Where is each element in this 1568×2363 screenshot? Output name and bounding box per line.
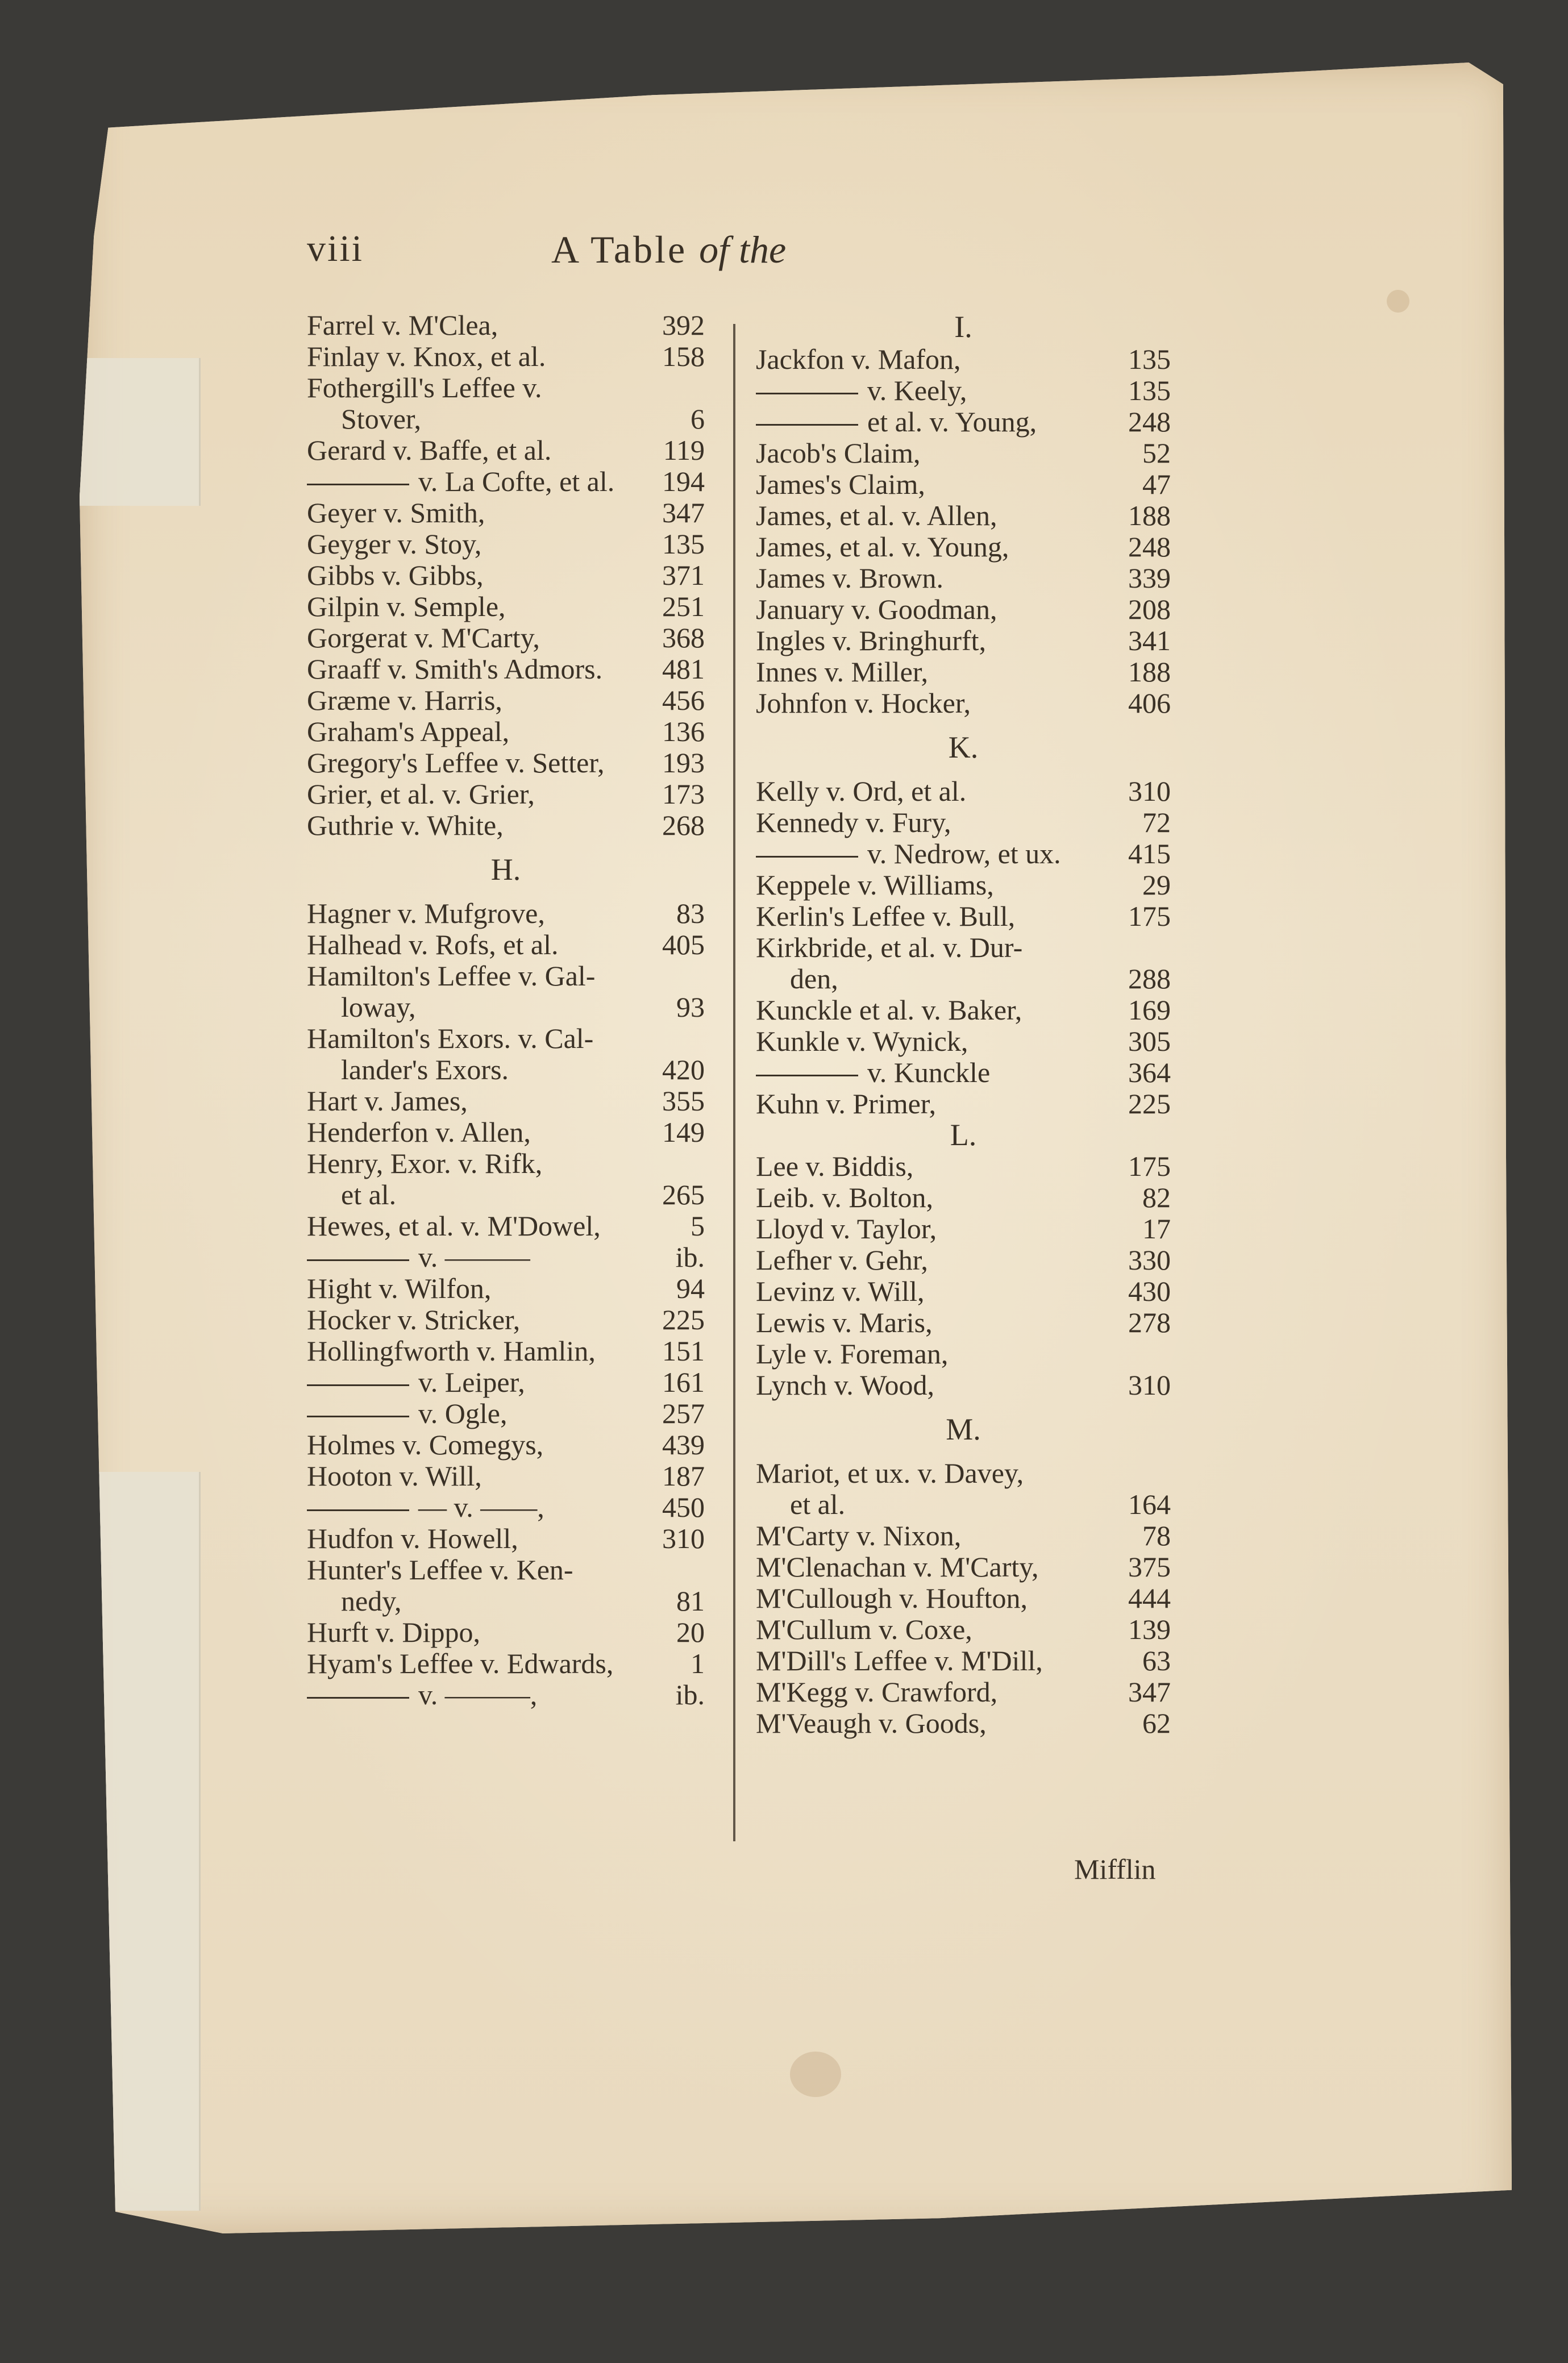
page-title: A Table of the (551, 228, 787, 271)
entry-text: Keppele v. Williams, (756, 869, 994, 901)
ditto-dash (307, 1384, 409, 1386)
page-number: 450 (662, 1491, 705, 1523)
page-number: 310 (1128, 1369, 1171, 1401)
entry-text: Mariot, et ux. v. Davey, (756, 1457, 1024, 1489)
right-column (756, 310, 1171, 1739)
entry-text: Lyle v. Foreman, (756, 1338, 949, 1370)
index-entry (756, 1245, 1171, 1276)
entry-text: Grier, et al. v. Grier, (307, 778, 535, 810)
page-number: 225 (662, 1304, 705, 1336)
running-header (0, 227, 1568, 296)
entry-text: Henderfon v. Allen, (307, 1116, 531, 1148)
page-number: 175 (1128, 1150, 1171, 1182)
entry-text: Levinz v. Will, (756, 1275, 925, 1307)
entry-text: Jacob's Claim, (756, 437, 921, 469)
index-entry (756, 1458, 1171, 1489)
page-number: 406 (1128, 687, 1171, 719)
index-entry (307, 372, 705, 403)
entry-text: Lefher v. Gehr, (756, 1244, 928, 1276)
ditto-dash (307, 484, 409, 485)
index-entry (307, 1054, 705, 1085)
index-entry (307, 1461, 705, 1492)
page-number: 161 (662, 1366, 705, 1398)
index-entry (307, 1586, 705, 1617)
entry-text: Lewis v. Maris, (756, 1307, 933, 1338)
page-number: 94 (676, 1272, 705, 1304)
page-number: 310 (662, 1522, 705, 1554)
page-number: 29 (1142, 869, 1171, 901)
index-entry (307, 1273, 705, 1304)
index-entry (307, 591, 705, 622)
index-entry (307, 1210, 705, 1242)
entry-text: Johnfon v. Hocker, (756, 687, 971, 719)
entry-text: M'Dill's Leffee v. M'Dill, (756, 1645, 1043, 1676)
index-entry (756, 688, 1171, 719)
page-number: 78 (1142, 1520, 1171, 1551)
section-heading-m: M. (946, 1412, 981, 1446)
page-number: 355 (662, 1085, 705, 1117)
entry-text: Graham's Appeal, (307, 715, 510, 747)
ditto-dash (756, 424, 858, 426)
entry-text: James, et al. v. Young, (756, 531, 1009, 563)
page-number: 82 (1142, 1182, 1171, 1213)
page-number: 208 (1128, 593, 1171, 625)
entry-text: Hunter's Leffee v. Ken- (307, 1554, 573, 1586)
entry-text: Græme v. Harris, (307, 684, 502, 716)
page-number: 392 (662, 309, 705, 341)
index-entry (756, 1676, 1171, 1708)
entry-text: Lynch v. Wood, (756, 1369, 935, 1401)
page-number: 439 (662, 1429, 705, 1461)
entry-text: Guthrie v. White, (307, 809, 504, 841)
entry-text: et al. (341, 1179, 397, 1210)
entry-text: Graaff v. Smith's Admors. (307, 653, 603, 685)
index-entry (307, 1523, 705, 1554)
entry-text: v. Keely, (756, 375, 967, 406)
folio: viii (307, 228, 364, 269)
page-number: 364 (1128, 1056, 1171, 1088)
entry-text: Stover, (341, 403, 422, 435)
entry-text: Hight v. Wilfon, (307, 1272, 492, 1304)
entry-text: et al. (790, 1488, 846, 1520)
entry-text: v. Kunckle (756, 1057, 990, 1088)
page-number: 268 (662, 809, 705, 841)
page-number: 47 (1142, 468, 1171, 500)
entry-text: Henry, Exor. v. Rifk, (307, 1147, 543, 1179)
index-entry (307, 1492, 705, 1523)
entry-text: Hamilton's Exors. v. Cal- (307, 1022, 594, 1054)
entry-text: den, (790, 963, 838, 995)
index-entry (307, 1304, 705, 1336)
index-entry (756, 344, 1171, 375)
entry-text: Fothergill's Leffee v. (307, 372, 542, 403)
index-entry (756, 838, 1171, 870)
page-number: 62 (1142, 1707, 1171, 1739)
index-entry (756, 776, 1171, 807)
page-number: 72 (1142, 806, 1171, 838)
index-entry (756, 1551, 1171, 1583)
index-entry (756, 531, 1171, 563)
index-entry (307, 1242, 705, 1273)
entry-text: M'Kegg v. Crawford, (756, 1676, 998, 1708)
index-entry (756, 1645, 1171, 1676)
page-number: 93 (676, 991, 705, 1023)
index-entry (756, 469, 1171, 500)
page-number: 225 (1128, 1088, 1171, 1120)
index-entry (756, 1520, 1171, 1551)
section-heading-i: I. (954, 310, 972, 344)
page-number: ib. (675, 1679, 705, 1711)
index-entry (756, 1182, 1171, 1213)
entry-text: v. Ogle, (307, 1398, 507, 1429)
entry-text: Kunckle et al. v. Baker, (756, 994, 1022, 1026)
page-number: 164 (1128, 1488, 1171, 1520)
ditto-dash (756, 1075, 858, 1076)
index-entry (307, 1336, 705, 1367)
section-heading-h: H. (490, 852, 521, 887)
index-entry (756, 563, 1171, 594)
index-entry (307, 310, 705, 341)
page-number: 1 (691, 1648, 705, 1679)
entry-text: v. Leiper, (307, 1367, 525, 1398)
section-heading-k: K. (948, 730, 979, 764)
entry-text: Lee v. Biddis, (756, 1150, 914, 1182)
entry-text: Geyger v. Stoy, (307, 528, 482, 560)
entry-text: Kirkbride, et al. v. Dur- (756, 931, 1023, 963)
page-number: 444 (1128, 1582, 1171, 1614)
page-number: 405 (662, 929, 705, 960)
index-entry (756, 500, 1171, 531)
entry-text: v. ———, (307, 1679, 537, 1711)
index-entry (307, 654, 705, 685)
page-number: 169 (1128, 994, 1171, 1026)
column-rule (733, 324, 735, 1841)
index-entry (756, 1708, 1171, 1739)
index-entry (307, 466, 705, 497)
entry-text: Ingles v. Bringhurft, (756, 625, 987, 656)
entry-text: Finlay v. Knox, et al. (307, 340, 546, 372)
entry-text: James's Claim, (756, 468, 925, 500)
index-entry (756, 1583, 1171, 1614)
entry-text: v. La Cofte, et al. (307, 466, 614, 497)
page-number: 420 (662, 1054, 705, 1085)
entry-text: Kennedy v. Fury, (756, 806, 951, 838)
page-number: 139 (1128, 1613, 1171, 1645)
entry-text: Halhead v. Rofs, et al. (307, 929, 559, 960)
page-number: 278 (1128, 1307, 1171, 1338)
page-number: 17 (1142, 1213, 1171, 1245)
index-entry (307, 779, 705, 810)
page-number: 310 (1128, 775, 1171, 807)
index-entry (756, 901, 1171, 932)
index-entry (756, 1088, 1171, 1120)
index-entry (756, 1338, 1171, 1370)
page-number: 265 (662, 1179, 705, 1210)
index-entry (756, 594, 1171, 625)
index-entry (756, 1057, 1171, 1088)
entry-text: Hagner v. Mufgrove, (307, 897, 545, 929)
entry-text: Jackfon v. Mafon, (756, 343, 961, 375)
index-entry (756, 1614, 1171, 1645)
page-number: 305 (1128, 1025, 1171, 1057)
entry-text: Farrel v. M'Clea, (307, 309, 498, 341)
page-number: 6 (691, 403, 705, 435)
left-column (307, 310, 705, 1711)
entry-text: Gregory's Leffee v. Setter, (307, 747, 605, 779)
entry-text: Geyer v. Smith, (307, 497, 485, 529)
entry-text: Hollingfworth v. Hamlin, (307, 1335, 596, 1367)
index-entry (307, 716, 705, 747)
index-entry (307, 403, 705, 435)
index-entry (756, 932, 1171, 963)
page-number: 193 (662, 747, 705, 779)
index-entry (307, 1679, 705, 1711)
section-heading-l: L. (950, 1118, 977, 1152)
entry-text: Lloyd v. Taylor, (756, 1213, 937, 1245)
entry-text: Hamilton's Leffee v. Gal- (307, 960, 596, 992)
entry-text: Holmes v. Comegys, (307, 1429, 544, 1461)
page-number: 430 (1128, 1275, 1171, 1307)
page-number: 368 (662, 622, 705, 654)
page-number: ib. (675, 1241, 705, 1273)
page-number: 251 (662, 590, 705, 622)
entry-text: nedy, (341, 1585, 402, 1617)
index-entry (307, 685, 705, 716)
page-number: 188 (1128, 656, 1171, 688)
index-entry (307, 497, 705, 529)
page-number: 371 (662, 559, 705, 591)
entry-text: Hurft v. Dippo, (307, 1616, 481, 1648)
entry-text: Hewes, et al. v. M'Dowel, (307, 1210, 601, 1242)
page-number: 81 (676, 1585, 705, 1617)
index-entry (307, 992, 705, 1023)
index-entry (307, 622, 705, 654)
index-entry (307, 898, 705, 929)
index-entry (307, 810, 705, 841)
entry-text: James, et al. v. Allen, (756, 500, 997, 531)
entry-text: M'Carty v. Nixon, (756, 1520, 962, 1551)
entry-text: M'Cullum v. Coxe, (756, 1613, 972, 1645)
index-entry (756, 995, 1171, 1026)
page-number: 83 (676, 897, 705, 929)
index-entry (756, 438, 1171, 469)
ditto-dash (307, 1509, 409, 1511)
entry-text: Innes v. Miller, (756, 656, 929, 688)
index-entry (756, 406, 1171, 438)
page-number: 135 (662, 528, 705, 560)
entry-text: M'Cullough v. Houfton, (756, 1582, 1028, 1614)
index-entry (756, 1276, 1171, 1307)
page-number: 194 (662, 465, 705, 497)
index-entry (307, 747, 705, 779)
page-number: 136 (662, 715, 705, 747)
page-number: 415 (1128, 838, 1171, 870)
entry-text: Hyam's Leffee v. Edwards, (307, 1648, 614, 1679)
ditto-dash (756, 856, 858, 858)
page-number: 135 (1128, 375, 1171, 406)
index-entry (307, 1085, 705, 1117)
page-number: 330 (1128, 1244, 1171, 1276)
page-number: 5 (691, 1210, 705, 1242)
index-entry (756, 656, 1171, 688)
page-number: 375 (1128, 1551, 1171, 1583)
index-entry (307, 1617, 705, 1648)
page-number: 248 (1128, 406, 1171, 438)
entry-text: — v. ——, (307, 1492, 544, 1523)
page-number: 347 (1128, 1676, 1171, 1708)
index-entry (756, 1151, 1171, 1182)
page-number: 173 (662, 778, 705, 810)
repair-tape (68, 358, 201, 506)
index-entry (307, 1117, 705, 1148)
index-entry (756, 1026, 1171, 1057)
ditto-dash (307, 1259, 409, 1261)
page-number: 481 (662, 653, 705, 685)
index-entry (756, 963, 1171, 995)
index-entry (756, 870, 1171, 901)
entry-text: Kerlin's Leffee v. Bull, (756, 900, 1016, 932)
foxing-stain (790, 2052, 841, 2097)
ditto-dash (756, 393, 858, 394)
page-number: 151 (662, 1335, 705, 1367)
index-entry (307, 560, 705, 591)
entry-text: Kuhn v. Primer, (756, 1088, 936, 1120)
index-entry (307, 435, 705, 466)
entry-text: January v. Goodman, (756, 593, 997, 625)
index-entry (307, 929, 705, 960)
page-number: 52 (1142, 437, 1171, 469)
page-number: 341 (1128, 625, 1171, 656)
page-number: 158 (662, 340, 705, 372)
page-number: 456 (662, 684, 705, 716)
index-entry (307, 1179, 705, 1210)
ditto-dash (307, 1697, 409, 1699)
index-entry (756, 807, 1171, 838)
entry-text: Kelly v. Ord, et al. (756, 775, 967, 807)
page-number: 119 (663, 434, 705, 466)
index-entry (756, 1370, 1171, 1401)
ditto-dash (307, 1416, 409, 1417)
index-entry (307, 341, 705, 372)
page-number: 20 (676, 1616, 705, 1648)
index-entry (307, 1367, 705, 1398)
entry-text: lander's Exors. (341, 1054, 509, 1085)
page-number: 175 (1128, 900, 1171, 932)
entry-text: et al. v. Young, (756, 406, 1037, 438)
repair-tape (68, 1472, 201, 2211)
index-entry (307, 1554, 705, 1586)
page-number: 187 (662, 1460, 705, 1492)
index-entry (307, 529, 705, 560)
page-number: 339 (1128, 562, 1171, 594)
index-entry (756, 1307, 1171, 1338)
page-number: 248 (1128, 531, 1171, 563)
entry-text: v. ——— (307, 1242, 530, 1273)
entry-text: James v. Brown. (756, 562, 944, 594)
entry-text: loway, (341, 991, 416, 1023)
index-entry (756, 1489, 1171, 1520)
entry-text: Gilpin v. Semple, (307, 590, 506, 622)
entry-text: M'Veaugh v. Goods, (756, 1707, 987, 1739)
entry-text: Kunkle v. Wynick, (756, 1025, 968, 1057)
index-entry (756, 625, 1171, 656)
index-entry (307, 1148, 705, 1179)
page-number: 135 (1128, 343, 1171, 375)
index-entry (307, 1398, 705, 1429)
entry-text: Gerard v. Baffe, et al. (307, 434, 552, 466)
entry-text: Hooton v. Will, (307, 1460, 482, 1492)
entry-text: Gorgerat v. M'Carty, (307, 622, 540, 654)
entry-text: Hudfon v. Howell, (307, 1522, 518, 1554)
entry-text: Gibbs v. Gibbs, (307, 559, 484, 591)
page-number: 63 (1142, 1645, 1171, 1676)
index-entry (307, 960, 705, 992)
entry-text: Hart v. James, (307, 1085, 468, 1117)
page-number: 347 (662, 497, 705, 529)
entry-text: Hocker v. Stricker, (307, 1304, 521, 1336)
index-entry (307, 1023, 705, 1054)
page-number: 257 (662, 1397, 705, 1429)
page-number: 149 (662, 1116, 705, 1148)
entry-text: Leib. v. Bolton, (756, 1182, 934, 1213)
index-entry (307, 1648, 705, 1679)
catchword: Mifflin (1074, 1853, 1156, 1885)
index-entry (756, 375, 1171, 406)
index-entry (307, 1429, 705, 1461)
page-number: 188 (1128, 500, 1171, 531)
entry-text: v. Nedrow, et ux. (756, 838, 1061, 870)
page-number: 288 (1128, 963, 1171, 995)
entry-text: M'Clenachan v. M'Carty, (756, 1551, 1039, 1583)
index-entry (756, 1213, 1171, 1245)
